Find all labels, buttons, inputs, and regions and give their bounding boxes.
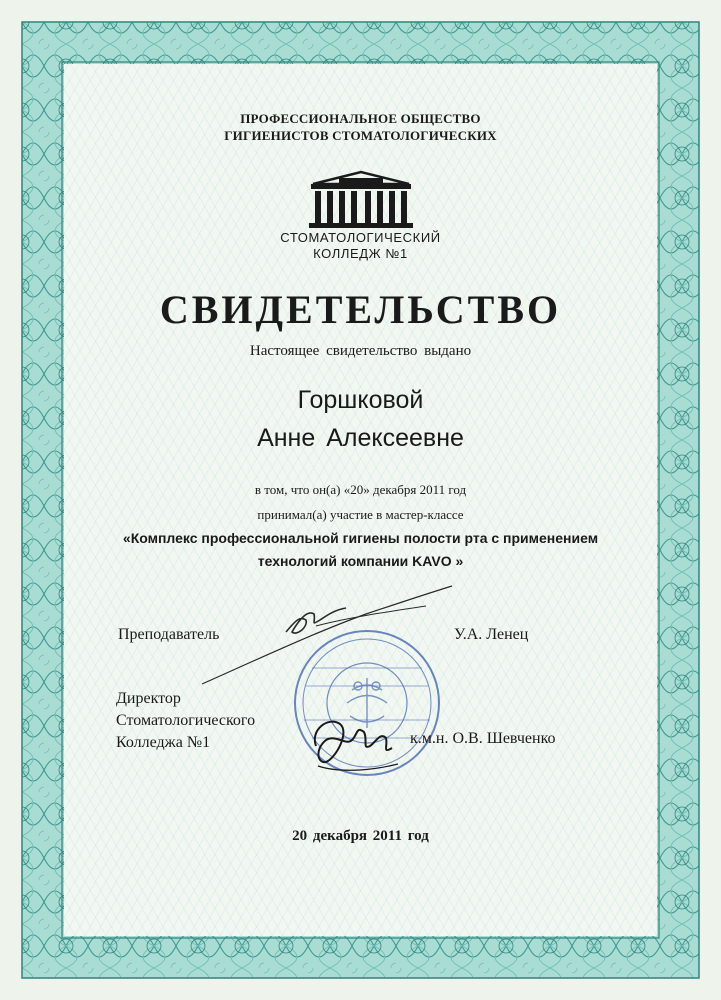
- recipient-surname: Горшковой: [297, 386, 424, 414]
- participation-text: принимал(а) участие в мастер-классе: [257, 507, 464, 522]
- issue-date: 20 декабря 2011 год: [292, 828, 429, 844]
- course-title-line-2: технологий компании KAVO »: [257, 553, 464, 569]
- course-title-line-1: «Комплекс профессиональной гигиены полости рта с применением: [122, 530, 599, 546]
- recipient-given-names: Анне Алексеевне: [257, 424, 464, 452]
- director-name: к.м.н. О.В. Шевченко: [410, 730, 556, 747]
- organization-heading: [0, 110, 721, 144]
- college-name-line-2: КОЛЛЕДЖ №1: [313, 246, 408, 261]
- issued-text: Настоящее свидетельство выдано: [249, 343, 472, 359]
- organization-line-2: ГИГИЕНИСТОВ СТОМАТОЛОГИЧЕСКИХ: [224, 128, 497, 143]
- teacher-name: У.А. Ленец: [454, 626, 529, 643]
- college-logo-icon: [305, 170, 417, 230]
- director-title-line-1: Директор: [116, 690, 181, 707]
- organization-line-1: ПРОФЕССИОНАЛЬНОЕ ОБЩЕСТВО: [240, 111, 481, 126]
- college-name-line-1: СТОМАТОЛОГИЧЕСКИЙ: [280, 230, 441, 245]
- teacher-label: Преподаватель: [118, 626, 220, 643]
- event-date-text: в том, что он(а) «20» декабря 2011 год: [254, 482, 467, 497]
- director-signature: [306, 706, 406, 776]
- certificate-title: СВИДЕТЕЛЬСТВО: [159, 287, 562, 332]
- director-title-line-3: Колледжа №1: [116, 734, 211, 751]
- director-title: [116, 688, 255, 754]
- teacher-signature: [196, 580, 456, 690]
- college-name: [0, 230, 721, 262]
- director-title-line-2: Стоматологического: [116, 712, 256, 729]
